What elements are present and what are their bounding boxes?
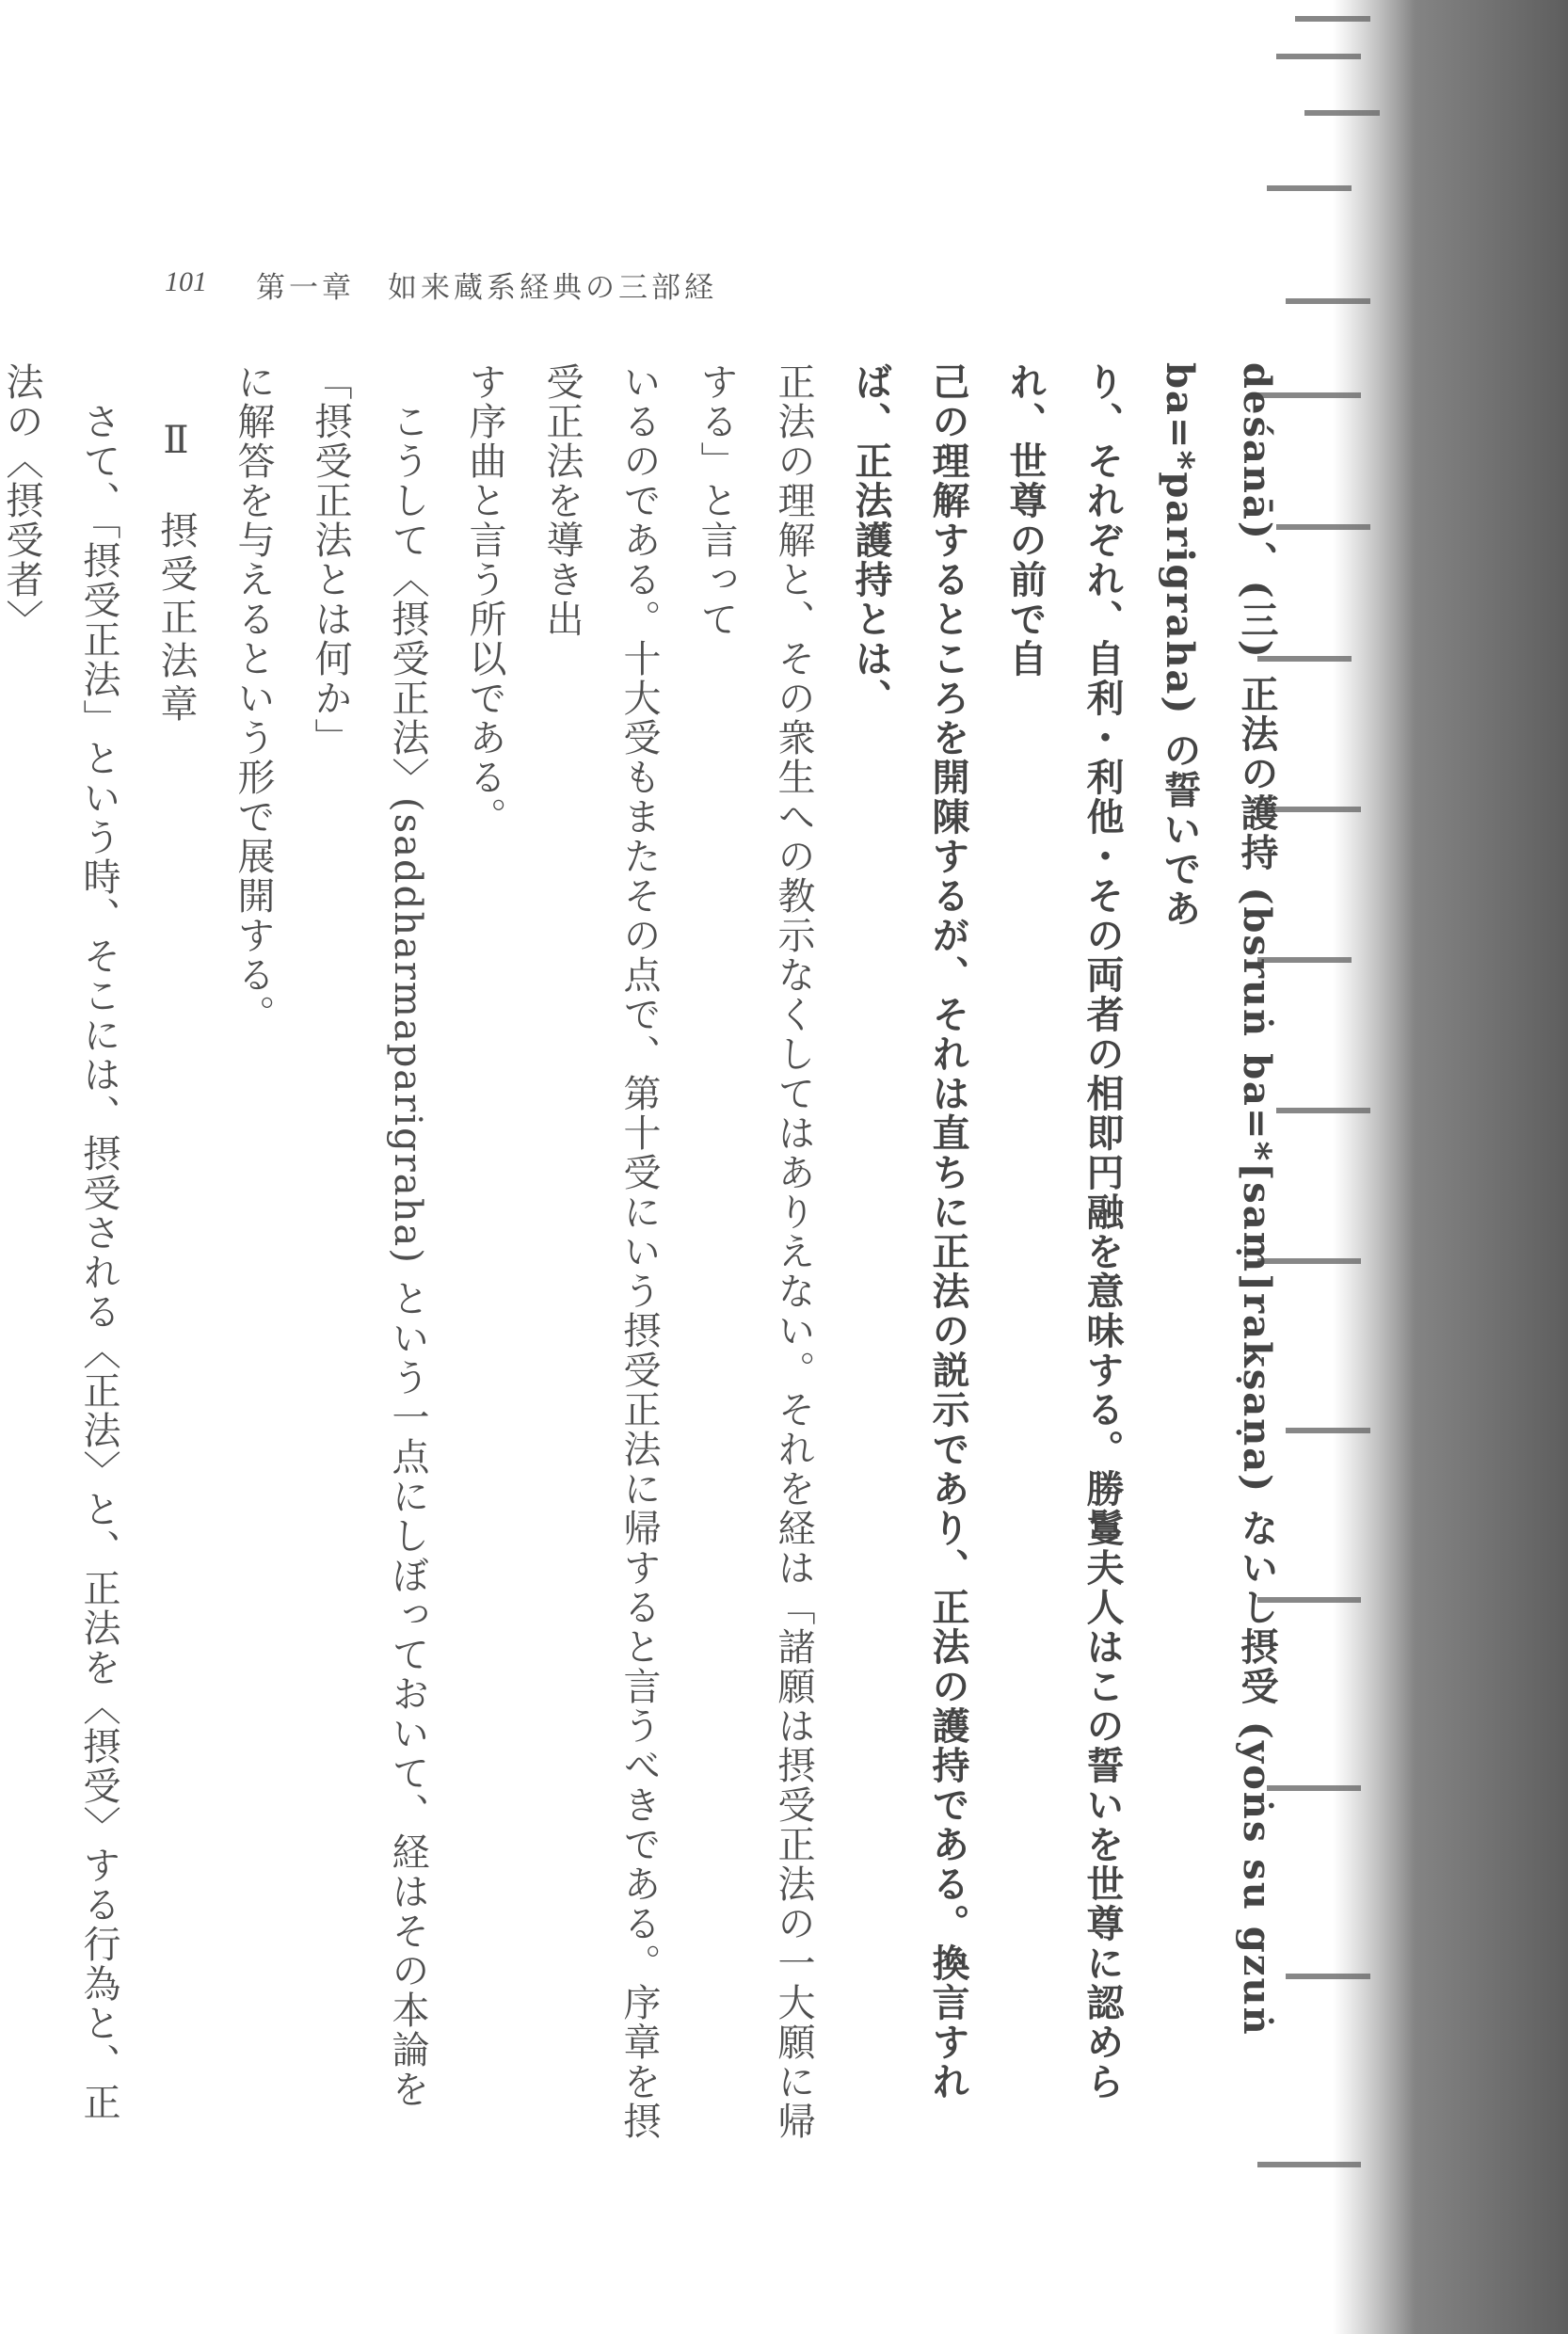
body-text xyxy=(0,362,1295,2150)
section-heading: Ⅱ 摂受正法章 xyxy=(154,419,198,727)
text-column: 正法の理解と、その衆生への教示なくしてはありえない。それを経は「諸願は摂受正法の一大願に帰する」と言って xyxy=(695,362,815,2141)
chapter-title: 第一章 如来蔵系経典の三部経 xyxy=(256,271,717,305)
text-column: こうして〈摂受正法〉(saddharmaparigraha) という一点にしぼっておいて、経はその本論を「摂受正法とは何か」 xyxy=(309,362,429,2109)
text-column: に解答を与えるという形で展開する。 xyxy=(232,362,275,1034)
text-column: deśanā)、(三) 正法の護持 (bsruṅ ba=*[saṃ]rakṣaṇa) ないし摂受 (yoṅs su gzuṅ ba=*parigraha) の誓いであ xyxy=(1158,362,1279,2052)
text-column: り、それぞれ、自利・利他・その両者の相即円融を意味する。勝鬘夫人はこの誓いを世尊に認められ、世尊の前で自 xyxy=(1003,362,1125,2102)
page-number: 101 xyxy=(165,266,207,297)
text-column: さて、「摂受正法」という時、そこには、摂受される〈正法〉と、正法を〈摂受〉する行為と、正法の〈摂受者〉 xyxy=(0,362,120,2122)
scan-gutter-shadow xyxy=(1257,0,1568,2334)
text-column: す序曲と言う所以である。 xyxy=(463,362,506,837)
text-column: いるのである。十大受もまたその点で、第十受にいう摂受正法に帰すると言うべきである。序章を摂受正法を導き出 xyxy=(540,362,661,2141)
text-column: 己の理解するところを開陳するが、それは直ちに正法の説示であり、正法の護持である。換言すれば、正法護持とは、 xyxy=(849,362,970,2102)
